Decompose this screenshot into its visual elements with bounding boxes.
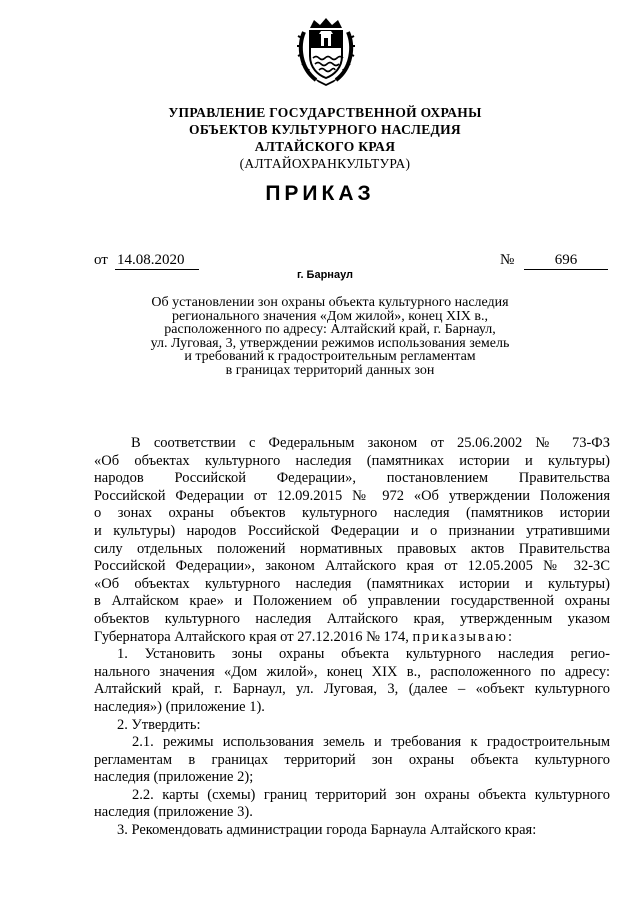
city-name: г. Барнаул	[296, 269, 354, 281]
agency-name-line-1: УПРАВЛЕНИЕ ГОСУДАРСТВЕННОЙ ОХРАНЫ	[168, 105, 482, 120]
item-2-1-line: 2.1. режимы использования земель и требования к градостроительным	[132, 734, 610, 751]
body-line: «Об объектах культурного наследия (памятниках истории и культуры)	[94, 575, 610, 592]
item-2-2-line: наследия (приложение 3).	[94, 804, 253, 821]
agency-name-line-3: АЛТАЙСКОГО КРАЯ	[254, 139, 396, 154]
item-1-line: нального значения «Дом жилой», конец XIX в., расположенного по адресу:	[94, 663, 610, 680]
subject-line: и требований к градостроительным регламентам	[184, 349, 476, 364]
subject-line: в границах территорий данных зон	[225, 362, 435, 378]
date-prefix: от	[94, 252, 108, 268]
item-2-1-line: наследия (приложение 2);	[94, 769, 254, 786]
body-text: Губернатора Алтайского края от 27.12.2016 № 174,	[94, 628, 409, 645]
subject-line: регионального значения «Дом жилой», конец XIX в.,	[172, 308, 488, 324]
body-line: Российской Федерации», законом Алтайского края от 12.05.2005 № 32-ЗС	[94, 558, 610, 575]
agency-abbreviation: (АЛТАЙОХРАНКУЛЬТУРА)	[239, 156, 411, 171]
agency-header	[150, 104, 500, 172]
coat-of-arms-emblem	[296, 18, 356, 86]
document-body	[94, 435, 610, 840]
document-number: 696	[524, 252, 608, 270]
number-sign: №	[500, 252, 515, 268]
body-line: Российской Федерации от 12.09.2015 № 972 «Об утверждении Положения	[94, 487, 610, 504]
body-line: о зонах охраны объектов культурного наследия (памятников истории	[94, 505, 610, 522]
body-line: народов Российской Федерации», постановлением Правительства	[94, 470, 610, 487]
item-1-line: Алтайский край, г. Барнаул, ул. Луговая, 3, (далее – «объект культурного	[94, 681, 610, 698]
item-3: 3. Рекомендовать администрации города Барнаула Алтайского края:	[117, 822, 537, 839]
body-line: в Алтайском крае» и Положением об управлении государственной охраны	[94, 593, 610, 610]
item-1-line: 1. Установить зоны охраны объекта культурного наследия регио-	[117, 646, 610, 663]
body-line: В соответствии с Федеральным законом от 25.06.2002 № 73-ФЗ	[131, 435, 610, 451]
document-subject	[120, 296, 540, 377]
decree-word: приказываю:	[412, 628, 514, 645]
item-1-line: наследия») (приложение 1).	[94, 698, 265, 715]
subject-line: Об установлении зон охраны объекта культурного наследия	[151, 295, 509, 310]
body-line: объектов культурного наследия Алтайского края, утвержденным указом	[94, 610, 610, 627]
document-title: ПРИКАЗ	[265, 182, 375, 205]
item-2-1-line: регламентам в границах территорий зон охраны объекта культурного	[94, 751, 610, 768]
item-2-2-line: 2.2. карты (схемы) границ территорий зон охраны объекта культурного	[132, 786, 610, 803]
body-line: и культуры) народов Российской Федерации и о признании утратившими	[94, 522, 610, 539]
subject-line: расположенного по адресу: Алтайский край, г. Барнаул,	[164, 322, 496, 337]
subject-line: ул. Луговая, 3, утверждении режимов использования земель	[150, 335, 510, 351]
body-line: силу отдельных положений нормативных правовых актов Правительства	[94, 540, 610, 557]
item-2: 2. Утвердить:	[117, 716, 201, 733]
body-line	[94, 629, 610, 647]
document-date: 14.08.2020	[115, 252, 199, 270]
agency-name-line-2: ОБЪЕКТОВ КУЛЬТУРНОГО НАСЛЕДИЯ	[189, 122, 461, 137]
body-line: «Об объектах культурного наследия (памятниках истории и культуры)	[94, 452, 610, 469]
